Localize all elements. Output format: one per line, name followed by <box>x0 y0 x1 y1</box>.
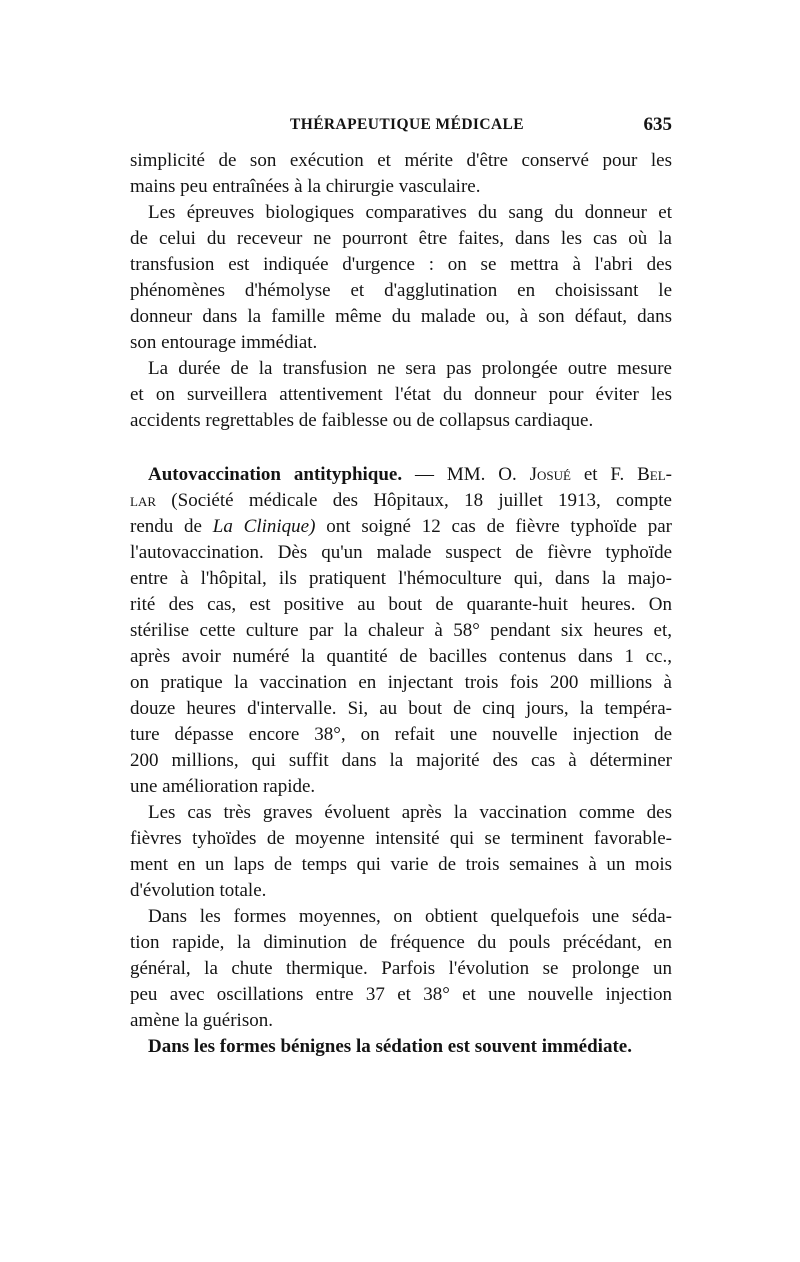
author-bellar-part2: lar <box>130 490 156 511</box>
text-line: entre à l'hôpital, ils pratiquent l'hémoculture qui, dans la majo- <box>130 568 672 589</box>
running-title: THÉRAPEUTIQUE MÉDICALE <box>290 116 525 133</box>
text-line: fièvres tyhoïdes de moyenne intensité qui se terminent favorable- <box>130 828 672 849</box>
text-line: l'autovaccination. Dès qu'un malade suspect de fièvre typhoïde <box>130 542 672 563</box>
text-line: simplicité de son exécution et mérite d'être conservé pour les <box>130 150 672 171</box>
text-line: Les épreuves biologiques comparatives du sang du donneur et <box>148 202 672 223</box>
authors-conjunction: et F. <box>570 464 638 485</box>
text-line: son entourage immédiat. <box>130 332 318 353</box>
text-line: tion rapide, la diminution de fréquence du pouls précédant, en <box>130 932 672 953</box>
text-line: Dans les formes moyennes, on obtient quelquefois une séda- <box>148 906 672 927</box>
source-citation: (Société médicale des Hôpitaux, 18 juillet 1913, compte <box>156 490 672 511</box>
citation-prefix: rendu de <box>130 516 213 537</box>
text-line: d'évolution totale. <box>130 880 267 901</box>
article-title: Autovaccination antityphique. <box>148 464 403 485</box>
text-line: phénomènes d'hémolyse et d'agglutination en choisissant le <box>130 280 672 301</box>
running-header <box>130 116 672 140</box>
text-line: après avoir numéré la quantité de bacilles contenus dans 1 cc., <box>130 646 672 667</box>
text-line: une amélioration rapide. <box>130 776 316 797</box>
text-line: mains peu entraînées à la chirurgie vasculaire. <box>130 176 481 197</box>
text-line: 200 millions, qui suffit dans la majorité des cas à déterminer <box>130 750 672 771</box>
article-heading-line <box>130 462 672 488</box>
text-line: rité des cas, est positive au bout de quarante-huit heures. On <box>130 594 672 615</box>
page-number: 635 <box>643 114 672 135</box>
text-line: ment en un laps de temps qui varie de trois semaines à un mois <box>130 854 672 875</box>
page-body <box>130 148 672 1060</box>
author-josue: Josué <box>529 464 571 485</box>
section-gap <box>130 434 672 462</box>
text-line <box>130 514 672 540</box>
text-line: général, la chute thermique. Parfois l'évolution se prolonge un <box>130 958 672 979</box>
text-line: stérilise cette culture par la chaleur à 58° pendant six heures et, <box>130 620 672 641</box>
text-line: ture dépasse encore 38°, on refait une nouvelle injection de <box>130 724 672 745</box>
authors-intro: — MM. O. <box>402 464 530 485</box>
text-line: de celui du receveur ne pourront être faites, dans les cas où la <box>130 228 672 249</box>
citation-suffix: ont soigné 12 cas de fièvre typhoïde par <box>315 516 672 537</box>
journal-name: La Clinique) <box>212 516 316 537</box>
text-line: La durée de la transfusion ne sera pas prolongée outre mesure <box>148 358 672 379</box>
text-line: transfusion est indiquée d'urgence : on se mettra à l'abri des <box>130 254 672 275</box>
text-line: et on surveillera attentivement l'état du donneur pour éviter les <box>130 384 672 405</box>
text-line: accidents regrettables de faiblesse ou de collapsus cardiaque. <box>130 410 594 431</box>
author-bellar-part1: Bel- <box>637 464 672 485</box>
text-line: Les cas très graves évoluent après la vaccination comme des <box>148 802 672 823</box>
text-line: douze heures d'intervalle. Si, au bout de cinq jours, la tempéra- <box>130 698 672 719</box>
text-line: Dans les formes bénignes la sédation est souvent immédiate. <box>148 1036 632 1057</box>
text-line: on pratique la vaccination en injectant trois fois 200 millions à <box>130 672 672 693</box>
text-line: amène la guérison. <box>130 1010 273 1031</box>
text-line: donneur dans la famille même du malade ou, à son défaut, dans <box>130 306 672 327</box>
text-line: peu avec oscillations entre 37 et 38° et une nouvelle injection <box>130 984 672 1005</box>
text-line <box>130 488 672 514</box>
